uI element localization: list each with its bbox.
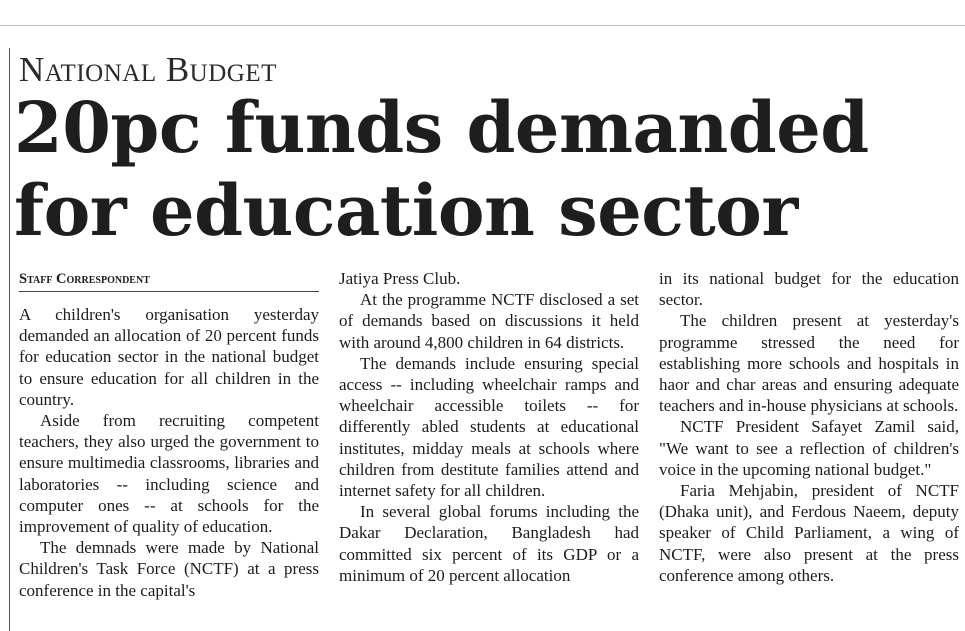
paragraph: Jatiya Press Club. (339, 269, 461, 288)
paragraph: At the programme NCTF disclosed a set of demands based on discussions it held with around 4,800 children in 64 districts. (339, 290, 639, 352)
paragraph: NCTF President Safayet Zamil said, "We want to see a reflection of children's voice in the upcoming national budget." (659, 417, 959, 479)
paragraph: The children present at yesterday's programme stressed the need for establishing more schools and hospitals in haor and char areas and ensuring adequate teachers and in-house physicians at schools. (659, 311, 959, 416)
article-column-1 (19, 304, 319, 601)
paragraph: Aside from recruiting competent teachers, they also urged the government to ensure multimedia classrooms, libraries and laboratories -- including science and computer ones -- at schools for the improvement of quality of education. (19, 411, 319, 537)
top-strip-cropped-text (0, 0, 965, 8)
paragraph: The demands include ensuring special access -- including wheelchair ramps and wheelchair accessible toilets -- for differently abled students at educational institutes, midday meals at schools where children from destitute families attend and internet safety for all children. (339, 353, 639, 501)
article-column-2 (339, 268, 639, 586)
paragraph: In several global forums including the Dakar Declaration, Bangladesh had committed six percent of its GDP or a minimum of 20 percent allocation (339, 502, 639, 585)
paragraph: The demnads were made by National Children's Task Force (NCTF) at a press conference in the capital's (19, 538, 319, 600)
article-column-3 (659, 268, 959, 586)
section-kicker: National Budget (19, 50, 277, 89)
paragraph: in its national budget for the education sector. (659, 269, 959, 310)
byline: Staff Correspondent (19, 270, 319, 292)
left-column-rule (9, 48, 10, 631)
top-divider (0, 25, 965, 26)
paragraph: A children's organisation yesterday demanded an allocation of 20 percent funds for education sector in the national budget to ensure education for all children in the country. (19, 305, 319, 409)
article-headline: 20pc funds demanded for education sector (14, 86, 869, 252)
paragraph: Faria Mehjabin, president of NCTF (Dhaka unit), and Ferdous Naeem, deputy speaker of Child Parliament, a wing of NCTF, were also present at the press conference among others. (659, 481, 959, 585)
